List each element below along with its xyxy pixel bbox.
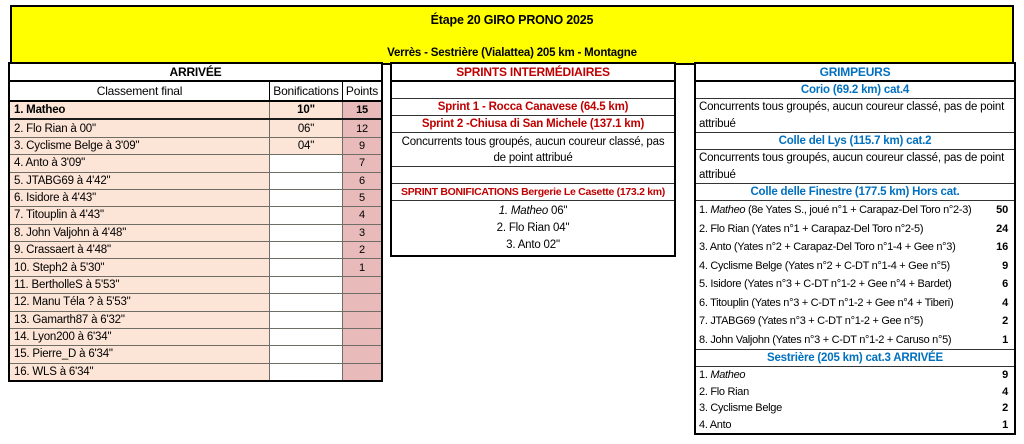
rider-rank-cell: 1. Matheo <box>10 102 270 118</box>
bonification-value: 02" <box>540 239 560 251</box>
arrivee-row <box>10 242 381 259</box>
sprint-bonifications-rows <box>392 201 674 255</box>
col-header-bonifications: Bonifications <box>270 82 343 100</box>
points-cell: 3 <box>343 225 381 241</box>
climb-row-text: 7. JTABG69 (Yates n°3 + C-DT n°1-2 + Gee n°5) <box>699 315 924 328</box>
climb-ranking-row <box>696 275 1014 294</box>
climb-header: Colle del Lys (115.7 km) cat.2 <box>696 133 1014 150</box>
sprint1-header: Sprint 1 - Rocca Canavese (64.5 km) <box>392 99 674 116</box>
arrivee-row <box>10 120 381 137</box>
climb-points: 24 <box>996 222 1008 235</box>
climb-points: 9 <box>1002 369 1008 382</box>
sprint-bonification-row <box>392 220 674 237</box>
arrivee-row <box>10 312 381 329</box>
bonification-cell <box>270 259 343 275</box>
points-cell: 12 <box>343 120 381 136</box>
stage-subtitle: Verrès - Sestrière (Vialattea) 205 km - Montagne <box>387 47 637 59</box>
stage-title: Étape 20 GIRO PRONO 2025 <box>430 13 594 27</box>
points-cell: 7 <box>343 155 381 171</box>
arrivee-row <box>10 346 381 363</box>
points-cell: 6 <box>343 173 381 189</box>
climb-row-text: 1. Matheo <box>699 369 746 382</box>
sprints-note: Concurrents tous groupés, aucun coureur classé, pas de point attribué <box>392 133 674 167</box>
climb-points: 1 <box>1002 418 1008 431</box>
bonification-cell <box>270 155 343 171</box>
rider-name: Matheo <box>710 369 746 382</box>
rider-rank-cell: 12. Manu Téla ? à 5'53" <box>10 294 270 310</box>
arrivee-row <box>10 207 381 224</box>
bonification-cell <box>270 312 343 328</box>
arrivee-row <box>10 294 381 311</box>
climb-ranking-row <box>696 417 1014 434</box>
climb-ranking-row <box>696 331 1014 350</box>
rider-rank-cell: 3. Cyclisme Belge à 3'09" <box>10 138 270 154</box>
grimpeurs-table <box>694 62 1016 435</box>
points-cell: 1 <box>343 259 381 275</box>
bonification-cell: 06" <box>270 120 343 136</box>
bonification-cell <box>270 207 343 223</box>
climb-ranking-row <box>696 220 1014 239</box>
rider-rank-cell: 5. JTABG69 à 4'42" <box>10 173 270 189</box>
points-cell <box>343 329 381 345</box>
climb-row-text: 8. John Valjohn (Yates n°3 + C-DT n°1-2 + Caruso n°5) <box>699 333 952 346</box>
arrivee-row <box>10 259 381 276</box>
climb-ranking-row <box>696 257 1014 276</box>
climb-ranking-row <box>696 400 1014 417</box>
rider-name: Matheo <box>710 204 746 217</box>
points-cell <box>343 277 381 293</box>
climb-row-text: 2. Flo Rian (Yates n°1 + Carapaz-Del Toro n°2-5) <box>699 222 924 235</box>
bonification-cell <box>270 329 343 345</box>
climb-row-text: 2. Flo Rian <box>699 385 749 398</box>
bonification-cell <box>270 173 343 189</box>
sprints-title: SPRINTS INTERMÉDIAIRES <box>392 64 674 82</box>
climb-ranking <box>696 367 1014 433</box>
points-cell <box>343 364 381 380</box>
rider-rank-cell: 11. BertholleS à 5'53" <box>10 277 270 293</box>
rider-rank-cell: 4. Anto à 3'09" <box>10 155 270 171</box>
arrivee-row <box>10 138 381 155</box>
bonification-value: 04" <box>550 222 570 234</box>
bonification-cell <box>270 277 343 293</box>
climb-points: 6 <box>1002 278 1008 291</box>
climb-header: Sestrière (205 km) cat.3 ARRIVÉE <box>696 350 1014 367</box>
grimpeurs-sections <box>696 82 1014 433</box>
empty-row <box>392 82 674 99</box>
rider-rank-cell: 10. Steph2 à 5'30" <box>10 259 270 275</box>
climb-ranking-row <box>696 384 1014 401</box>
climb-note: Concurrents tous groupés, aucun coureur classé, pas de point attribué <box>696 150 1014 184</box>
climb-points: 4 <box>1002 296 1008 309</box>
arrivee-row <box>10 364 381 380</box>
climb-ranking <box>696 201 1014 350</box>
climb-ranking-row <box>696 201 1014 220</box>
climb-header: Corio (69.2 km) cat.4 <box>696 82 1014 99</box>
climb-row-text: 3. Cyclisme Belge <box>699 402 782 415</box>
points-cell: 15 <box>343 102 381 118</box>
rider-rank-cell: 8. John Valjohn à 4'48" <box>10 225 270 241</box>
climb-points: 50 <box>996 204 1008 217</box>
rider-name: 2. Flo Rian <box>496 222 551 234</box>
rider-rank-cell: 6. Isidore à 4'43" <box>10 190 270 206</box>
climb-row-text: 4. Anto <box>699 418 732 431</box>
bonification-cell <box>270 364 343 380</box>
col-header-classement-final: Classement final <box>10 82 270 100</box>
rider-rank-cell: 15. Pierre_D à 6'34" <box>10 346 270 362</box>
sprints-intermediaires-table <box>390 62 676 257</box>
bonification-cell: 04" <box>270 138 343 154</box>
climb-ranking-row <box>696 238 1014 257</box>
arrivee-row <box>10 102 381 120</box>
arrivee-row <box>10 329 381 346</box>
points-cell: 2 <box>343 242 381 258</box>
climb-row-text: 6. Titouplin (Yates n°3 + C-DT n°1-2 + Gee n°4 + Tiberi) <box>699 296 954 309</box>
climb-ranking-row <box>696 294 1014 313</box>
stage-banner <box>10 5 1014 65</box>
climb-points: 16 <box>996 241 1008 254</box>
points-cell: 9 <box>343 138 381 154</box>
climb-row-text: 5. Isidore (Yates n°3 + C-DT n°1-2 + Gee n°4 + Bardet) <box>699 278 952 291</box>
rider-rank-cell: 16. WLS à 6'34" <box>10 364 270 380</box>
points-cell <box>343 312 381 328</box>
arrivee-row <box>10 225 381 242</box>
climb-header: Colle delle Finestre (177.5 km) Hors cat. <box>696 184 1014 201</box>
rider-name: 3. Anto <box>506 239 541 251</box>
sprint2-header: Sprint 2 -Chiusa di San Michele (137.1 km) <box>392 116 674 133</box>
arrivee-row <box>10 277 381 294</box>
grimpeurs-title: GRIMPEURS <box>696 64 1014 82</box>
bonification-cell <box>270 225 343 241</box>
climb-row-text: 1. Matheo (8e Yates S., joué n°1 + Carapaz-Del Toro n°2-3) <box>699 204 972 217</box>
rider-rank-cell: 9. Crassaert à 4'48" <box>10 242 270 258</box>
climb-ranking-row <box>696 312 1014 331</box>
points-cell: 5 <box>343 190 381 206</box>
rider-rank-cell: 13. Gamarth87 à 6'32" <box>10 312 270 328</box>
points-cell: 4 <box>343 207 381 223</box>
col-header-points: Points <box>345 84 379 98</box>
bonification-cell: 10" <box>270 102 343 118</box>
arrivee-title: ARRIVÉE <box>10 64 381 82</box>
bonification-cell <box>270 346 343 362</box>
arrivee-table <box>8 62 383 382</box>
bonification-value: 06" <box>548 205 568 217</box>
sprint-bonification-row <box>392 237 674 254</box>
rider-rank-cell: 2. Flo Rian à 00" <box>10 120 270 136</box>
arrivee-row <box>10 173 381 190</box>
climb-points: 9 <box>1002 259 1008 272</box>
rider-rank-cell: 14. Lyon200 à 6'34" <box>10 329 270 345</box>
sprint-bonification-row <box>392 203 674 220</box>
arrivee-rows <box>10 102 381 380</box>
rider-name: 1. Matheo <box>498 205 549 217</box>
arrivee-row <box>10 190 381 207</box>
empty-row <box>392 167 674 184</box>
arrivee-row <box>10 155 381 172</box>
climb-row-text: 3. Anto (Yates n°2 + Carapaz-Del Toro n°1-4 + Gee n°3) <box>699 241 956 254</box>
arrivee-header-row <box>10 82 381 102</box>
points-cell <box>343 346 381 362</box>
climb-points: 2 <box>1002 402 1008 415</box>
climb-note: Concurrents tous groupés, aucun coureur classé, pas de point attribué <box>696 99 1014 133</box>
bonification-cell <box>270 242 343 258</box>
points-cell <box>343 294 381 310</box>
climb-row-text: 4. Cyclisme Belge (Yates n°2 + C-DT n°1-4 + Gee n°5) <box>699 259 950 272</box>
climb-points: 4 <box>1002 385 1008 398</box>
sprint-bonifications-header: SPRINT BONIFICATIONS Bergerie Le Casette (173.2 km) <box>392 184 674 201</box>
climb-points: 1 <box>1002 333 1008 346</box>
bonification-cell <box>270 190 343 206</box>
bonification-cell <box>270 294 343 310</box>
rider-rank-cell: 7. Titouplin à 4'43" <box>10 207 270 223</box>
climb-points: 2 <box>1002 315 1008 328</box>
climb-ranking-row <box>696 367 1014 384</box>
